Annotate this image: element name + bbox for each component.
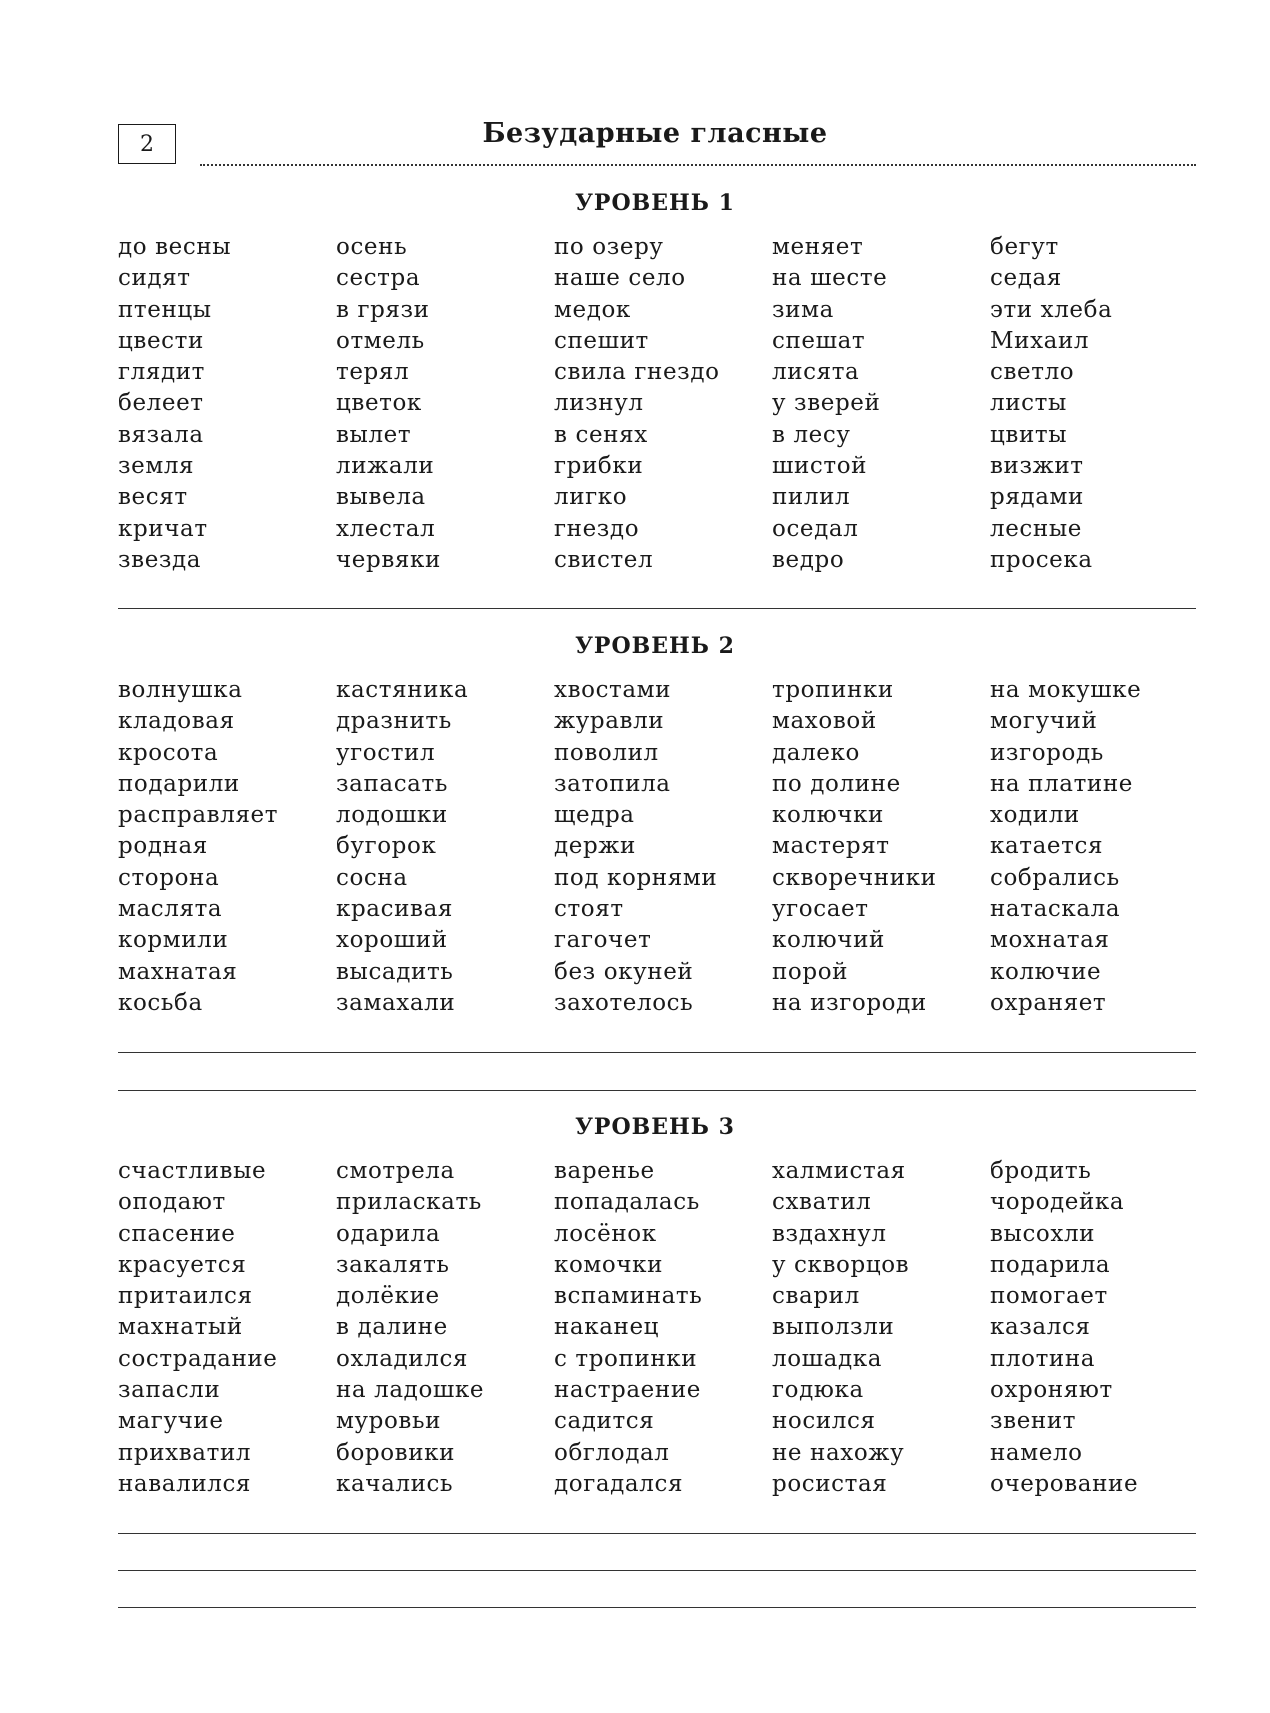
word-item: спешат xyxy=(772,327,866,354)
word-item: сидят xyxy=(118,265,191,292)
word-item: волнушка xyxy=(118,677,243,703)
word-item: не нахожу xyxy=(772,1439,905,1466)
word-item: в лесу xyxy=(772,421,851,448)
word-item: шистой xyxy=(772,453,868,480)
word-item: магучие xyxy=(118,1408,224,1435)
answer-line xyxy=(118,1607,1196,1608)
answer-line xyxy=(118,1533,1196,1534)
word-item: на платине xyxy=(990,770,1134,797)
word-item: цветок xyxy=(336,390,422,417)
word-item: цвиты xyxy=(990,421,1068,448)
word-item: затопила xyxy=(554,770,671,797)
word-item: запасать xyxy=(336,770,448,797)
word-item: цвести xyxy=(118,327,204,354)
word-item: чородейка xyxy=(990,1189,1125,1216)
word-item: высохли xyxy=(990,1220,1096,1247)
word-item: катается xyxy=(990,833,1104,860)
word-item: схватил xyxy=(772,1189,872,1216)
word-item: порой xyxy=(772,958,849,985)
word-item: червяки xyxy=(336,546,441,573)
word-item: охроняют xyxy=(990,1377,1113,1404)
word-item: грибки xyxy=(554,453,644,480)
word-item: птенцы xyxy=(118,296,212,323)
word-item: земля xyxy=(118,453,195,480)
word-item: маслята xyxy=(118,896,223,923)
word-item: лошадка xyxy=(772,1345,883,1372)
word-item: боровики xyxy=(336,1439,456,1466)
word-item: мастерят xyxy=(772,833,890,860)
word-item: хвостами xyxy=(554,677,672,703)
word-item: рядами xyxy=(990,484,1084,511)
word-item: по долине xyxy=(772,770,901,797)
word-item: колючие xyxy=(990,958,1102,985)
word-item: наше село xyxy=(554,265,686,292)
word-item: лисята xyxy=(772,359,860,386)
word-item: до весны xyxy=(118,234,232,260)
word-item: лигко xyxy=(554,484,628,511)
word-item: маховой xyxy=(772,708,877,735)
level-1-heading: УРОВЕНЬ 1 xyxy=(575,190,735,216)
word-item: оседал xyxy=(772,515,859,542)
word-item: охраняет xyxy=(990,989,1107,1016)
word-item: спасение xyxy=(118,1220,236,1247)
word-item: на ладошке xyxy=(336,1377,485,1404)
word-item: стоят xyxy=(554,896,624,923)
word-item: долёкие xyxy=(336,1283,440,1310)
word-item: гагочет xyxy=(554,927,652,954)
word-item: по озеру xyxy=(554,234,664,260)
word-item: родная xyxy=(118,833,208,860)
word-item: садится xyxy=(554,1408,655,1435)
word-item: под корнями xyxy=(554,864,718,891)
word-item: колючий xyxy=(772,927,885,954)
word-item: визжит xyxy=(990,453,1084,480)
word-item: вязала xyxy=(118,421,204,448)
word-item: медок xyxy=(554,296,631,323)
word-item: замахали xyxy=(336,989,456,1016)
word-item: зима xyxy=(772,296,834,323)
word-item: сторона xyxy=(118,864,220,891)
word-item: отмель xyxy=(336,327,425,354)
word-item: кастяника xyxy=(336,677,469,703)
word-item: махнатая xyxy=(118,958,238,985)
word-item: звенит xyxy=(990,1408,1077,1435)
word-item: навалился xyxy=(118,1470,252,1497)
word-item: у зверей xyxy=(772,390,881,417)
word-item: седая xyxy=(990,265,1062,292)
word-item: подарила xyxy=(990,1251,1111,1278)
word-item: одарила xyxy=(336,1220,441,1247)
word-item: угосает xyxy=(772,896,869,923)
word-item: бродить xyxy=(990,1158,1092,1184)
word-item: могучий xyxy=(990,708,1098,735)
word-item: держи xyxy=(554,833,636,860)
word-item: мохнатая xyxy=(990,927,1110,954)
word-item: лесные xyxy=(990,515,1082,542)
word-item: закалять xyxy=(336,1251,450,1278)
word-item: лизнул xyxy=(554,390,644,417)
word-item: наканец xyxy=(554,1314,660,1341)
word-item: свила гнездо xyxy=(554,359,720,386)
word-item: пилил xyxy=(772,484,851,511)
answer-line xyxy=(118,1052,1196,1053)
word-item: ведро xyxy=(772,546,845,573)
word-item: хороший xyxy=(336,927,448,954)
word-item: на мокушке xyxy=(990,677,1142,703)
word-item: глядит xyxy=(118,359,205,386)
word-item: в далине xyxy=(336,1314,448,1341)
word-item: весят xyxy=(118,484,188,511)
word-item: кормили xyxy=(118,927,229,954)
word-item: натаскала xyxy=(990,896,1121,923)
word-item: настраение xyxy=(554,1377,701,1404)
word-item: хлестал xyxy=(336,515,436,542)
word-item: лосёнок xyxy=(554,1220,657,1247)
word-item: на шесте xyxy=(772,265,888,292)
word-item: сострадание xyxy=(118,1345,278,1372)
level-3-word-grid xyxy=(118,1156,1208,1500)
word-item: бугорок xyxy=(336,833,437,860)
word-item: терял xyxy=(336,359,410,386)
word-item: лодошки xyxy=(336,802,448,829)
word-item: варенье xyxy=(554,1158,655,1184)
word-item: лижали xyxy=(336,453,435,480)
word-item: ходили xyxy=(990,802,1080,829)
word-item: листы xyxy=(990,390,1067,417)
word-item: смотрела xyxy=(336,1158,455,1184)
word-item: казался xyxy=(990,1314,1091,1341)
word-item: запасли xyxy=(118,1377,221,1404)
word-item: вздахнул xyxy=(772,1220,887,1247)
word-item: в сенях xyxy=(554,421,648,448)
word-item: меняет xyxy=(772,234,864,260)
word-item: расправляет xyxy=(118,802,279,829)
word-item: подарили xyxy=(118,770,240,797)
level-1-word-grid xyxy=(118,232,1208,576)
word-item: в грязи xyxy=(336,296,430,323)
word-item: с тропинки xyxy=(554,1345,698,1372)
word-item: помогает xyxy=(990,1283,1108,1310)
word-item: гнездо xyxy=(554,515,640,542)
word-item: эти хлеба xyxy=(990,296,1113,323)
word-item: догадался xyxy=(554,1470,684,1497)
word-item: попадалась xyxy=(554,1189,700,1216)
word-item: махнатый xyxy=(118,1314,243,1341)
word-item: бегут xyxy=(990,234,1059,260)
word-item: вылет xyxy=(336,421,412,448)
word-item: кросота xyxy=(118,739,219,766)
word-item: счастливые xyxy=(118,1158,267,1184)
word-item: тропинки xyxy=(772,677,894,703)
word-item: прихватил xyxy=(118,1439,252,1466)
word-item: красуется xyxy=(118,1251,247,1278)
word-item: качались xyxy=(336,1470,454,1497)
title-dotted-rule xyxy=(200,164,1196,166)
word-item: обглодал xyxy=(554,1439,670,1466)
word-item: приласкать xyxy=(336,1189,482,1216)
word-item: дразнить xyxy=(336,708,452,735)
word-item: спешит xyxy=(554,327,649,354)
word-item: кладовая xyxy=(118,708,235,735)
word-item: вспаминать xyxy=(554,1283,703,1310)
word-item: косьба xyxy=(118,989,203,1016)
word-item: плотина xyxy=(990,1345,1096,1372)
word-item: выползли xyxy=(772,1314,895,1341)
word-item: сосна xyxy=(336,864,408,891)
word-item: оподают xyxy=(118,1189,226,1216)
word-item: угостил xyxy=(336,739,436,766)
level-2-word-grid xyxy=(118,675,1208,1019)
word-item: светло xyxy=(990,359,1075,386)
word-item: сестра xyxy=(336,265,421,292)
word-item: охладился xyxy=(336,1345,469,1372)
page-title: Безударные гласные xyxy=(482,118,828,149)
word-item: скворечники xyxy=(772,864,937,891)
word-item: халмистая xyxy=(772,1158,906,1184)
word-item: кричат xyxy=(118,515,208,542)
word-item: очерование xyxy=(990,1470,1139,1497)
word-item: колючки xyxy=(772,802,884,829)
word-item: притаился xyxy=(118,1283,253,1310)
page-number: 2 xyxy=(118,124,176,164)
word-item: свистел xyxy=(554,546,654,573)
word-item: осень xyxy=(336,234,408,260)
word-item: у скворцов xyxy=(772,1251,910,1278)
word-item: изгородь xyxy=(990,739,1104,766)
word-item: захотелось xyxy=(554,989,694,1016)
word-item: далеко xyxy=(772,739,860,766)
word-item: журавли xyxy=(554,708,665,735)
word-item: щедра xyxy=(554,802,635,829)
answer-line xyxy=(118,1090,1196,1091)
word-item: комочки xyxy=(554,1251,664,1278)
word-item: вывела xyxy=(336,484,426,511)
word-item: звезда xyxy=(118,546,202,573)
word-item: росистая xyxy=(772,1470,888,1497)
word-item: на изгороди xyxy=(772,989,927,1016)
word-item: годюка xyxy=(772,1377,864,1404)
word-item: сварил xyxy=(772,1283,860,1310)
word-item: Михаил xyxy=(990,327,1090,354)
word-item: без окуней xyxy=(554,958,694,985)
word-item: белеет xyxy=(118,390,204,417)
word-item: собрались xyxy=(990,864,1120,891)
word-item: намело xyxy=(990,1439,1083,1466)
word-item: поволил xyxy=(554,739,659,766)
level-3-heading: УРОВЕНЬ 3 xyxy=(575,1114,735,1140)
word-item: красивая xyxy=(336,896,453,923)
word-item: высадить xyxy=(336,958,454,985)
word-item: муровьи xyxy=(336,1408,441,1435)
word-item: просека xyxy=(990,546,1093,573)
level-2-heading: УРОВЕНЬ 2 xyxy=(575,633,735,659)
word-item: носился xyxy=(772,1408,876,1435)
answer-line xyxy=(118,608,1196,609)
answer-line xyxy=(118,1570,1196,1571)
